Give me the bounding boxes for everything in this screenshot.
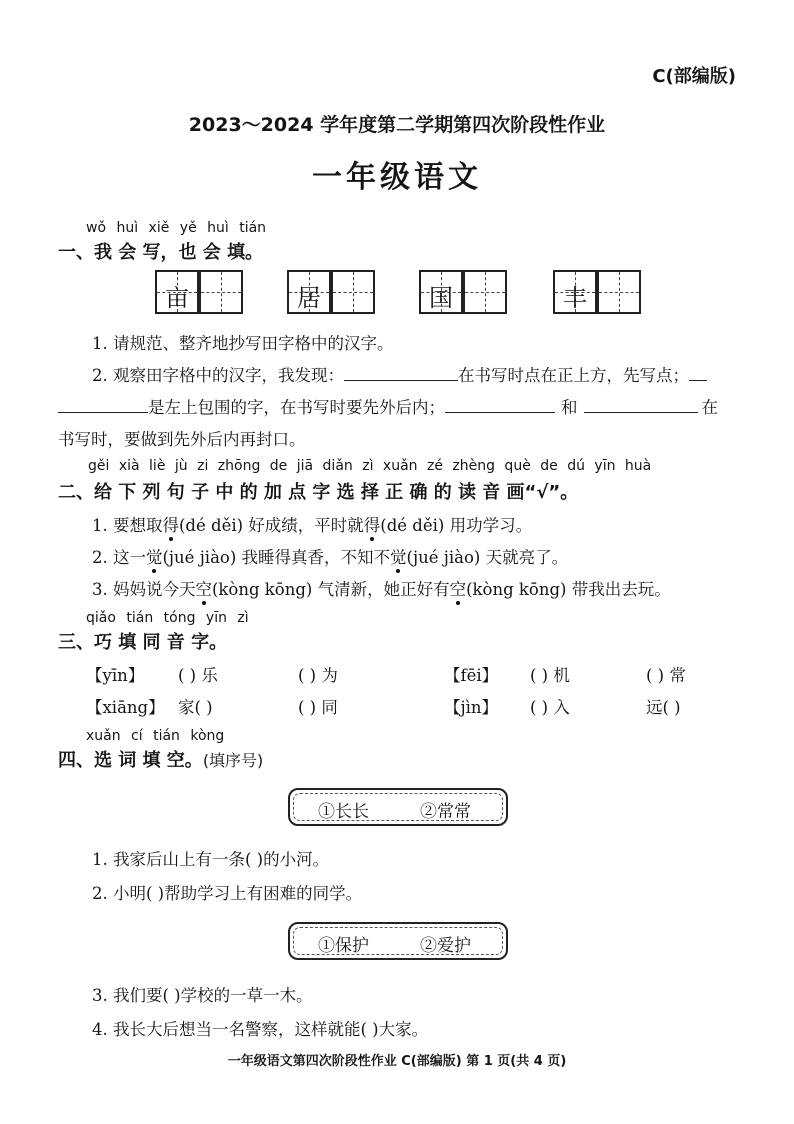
section1-q2-line3: 书写时，要做到先外后内再封口。	[58, 430, 306, 449]
answer-blank[interactable]	[58, 396, 148, 413]
word-choice-box	[288, 788, 508, 826]
q2-prompt: 2. 观察田字格中的汉字，我发现：	[92, 366, 344, 385]
word-option: ①保护	[318, 936, 369, 956]
answer-blank[interactable]	[689, 364, 707, 381]
word-option: ①长长	[318, 802, 369, 822]
section1-heading: 一、我 会 写，也 会 填。	[58, 242, 264, 263]
dotted-character: 得	[162, 516, 179, 535]
model-character: 国	[429, 284, 453, 312]
answer-blank[interactable]	[584, 396, 698, 413]
tianzige-copy-cell[interactable]	[463, 270, 507, 314]
pronunciation-options[interactable]: (jué jiào) 我睡得真香，不知不	[162, 548, 391, 567]
section1-pinyin: wǒ huì xiě yě huì tián	[86, 220, 267, 236]
section4-pinyin: xuǎn cí tián kòng	[86, 728, 225, 744]
tianzige-model-cell	[155, 270, 199, 314]
dotted-character: 觉	[146, 548, 163, 567]
section1-q2-line2	[58, 394, 718, 418]
section4-q3[interactable]: 3. 我们要( )学校的一草一木。	[92, 986, 313, 1005]
tianzige-copy-cell[interactable]	[199, 270, 243, 314]
homophone-tag: 【yīn】	[86, 666, 145, 685]
tianzige-copy-cell[interactable]	[597, 270, 641, 314]
section2-q3: 3. 妈妈说今天空(kòng kōng) 气清新，她正好有空(kòng kōng) 带我出去玩。	[92, 580, 671, 599]
homophone-blank[interactable]: ( ) 机	[530, 666, 570, 685]
answer-blank[interactable]	[344, 364, 458, 381]
tianzige-copy-cell[interactable]	[331, 270, 375, 314]
model-character: 亩	[165, 284, 189, 312]
pronunciation-options[interactable]: (dé děi) 用功学习。	[380, 516, 533, 535]
section4-heading: 四、选 词 填 空。(填序号)	[58, 750, 264, 771]
homophone-blank[interactable]: 远( )	[646, 698, 681, 717]
homophone-blank[interactable]: ( ) 常	[646, 666, 686, 685]
tianzige-model-cell	[419, 270, 463, 314]
homophone-tag: 【jìn】	[444, 698, 499, 717]
word-option: ②常常	[420, 802, 471, 822]
dotted-character: 空	[195, 580, 212, 599]
pronunciation-options[interactable]: (dé děi) 好成绩，平时就	[179, 516, 364, 535]
exam-title: 2023～2024 学年度第二学期第四次阶段性作业	[188, 114, 606, 136]
q2-text: 在	[701, 398, 718, 417]
section1-q2-line1	[92, 362, 707, 386]
pronunciation-options[interactable]: (jué jiào) 天就亮了。	[406, 548, 569, 567]
tianzige-model-cell	[287, 270, 331, 314]
section3-pinyin: qiǎo tián tóng yīn zì	[86, 610, 249, 626]
q2-text: 是左上包围的字，在书写时要先外后内；	[148, 398, 445, 417]
tianzige-model-cell	[553, 270, 597, 314]
answer-blank[interactable]	[445, 396, 555, 413]
section2-heading: 二、给 下 列 句 子 中 的 加 点 字 选 择 正 确 的 读 音 画“√”。	[58, 482, 579, 503]
pronunciation-options[interactable]: (kòng kōng) 气清新，她正好有	[212, 580, 450, 599]
section4-q4[interactable]: 4. 我长大后想当一名警察，这样就能( )大家。	[92, 1020, 429, 1039]
section2-q1: 1. 要想取得(dé děi) 好成绩，平时就得(dé děi) 用功学习。	[92, 516, 533, 535]
page-footer: 一年级语文第四次阶段性作业 C(部编版) 第 1 页(共 4 页)	[227, 1054, 567, 1069]
edition-label: C(部编版)	[652, 66, 736, 87]
section1-q1: 1. 请规范、整齐地抄写田字格中的汉字。	[92, 334, 394, 353]
homophone-tag: 【xiāng】	[86, 698, 165, 717]
section2-pinyin: gěi xià liè jù zi zhōng de jiā diǎn zì xuǎn zé zhèng què de dú yīn huà	[88, 458, 652, 474]
dotted-character: 觉	[390, 548, 407, 567]
homophone-blank[interactable]: ( ) 入	[530, 698, 570, 717]
q2-and: 和	[561, 398, 578, 417]
homophone-tag: 【fēi】	[444, 666, 499, 685]
model-character: 丰	[563, 284, 587, 312]
section4-note: (填序号)	[202, 751, 264, 770]
homophone-blank[interactable]: ( ) 同	[298, 698, 338, 717]
subject-title: 一年级语文	[312, 160, 482, 195]
pronunciation-options[interactable]: (kòng kōng) 带我出去玩。	[466, 580, 671, 599]
homophone-blank[interactable]: ( ) 乐	[178, 666, 218, 685]
homophone-blank[interactable]: 家( )	[178, 698, 213, 717]
q2-text: 在书写时点在正上方，先写点；	[458, 366, 689, 385]
dotted-character: 得	[363, 516, 381, 535]
word-option: ②爱护	[420, 936, 471, 956]
section2-q2: 2. 这一觉(jué jiào) 我睡得真香，不知不觉(jué jiào) 天就亮了。	[92, 548, 569, 567]
model-character: 居	[297, 284, 321, 312]
dotted-character: 空	[449, 580, 467, 599]
section4-q2[interactable]: 2. 小明( )帮助学习上有困难的同学。	[92, 884, 363, 903]
homophone-blank[interactable]: ( ) 为	[298, 666, 338, 685]
section4-q1[interactable]: 1. 我家后山上有一条( )的小河。	[92, 850, 330, 869]
section3-heading: 三、巧 填 同 音 字。	[58, 632, 228, 653]
word-choice-box	[288, 922, 508, 960]
